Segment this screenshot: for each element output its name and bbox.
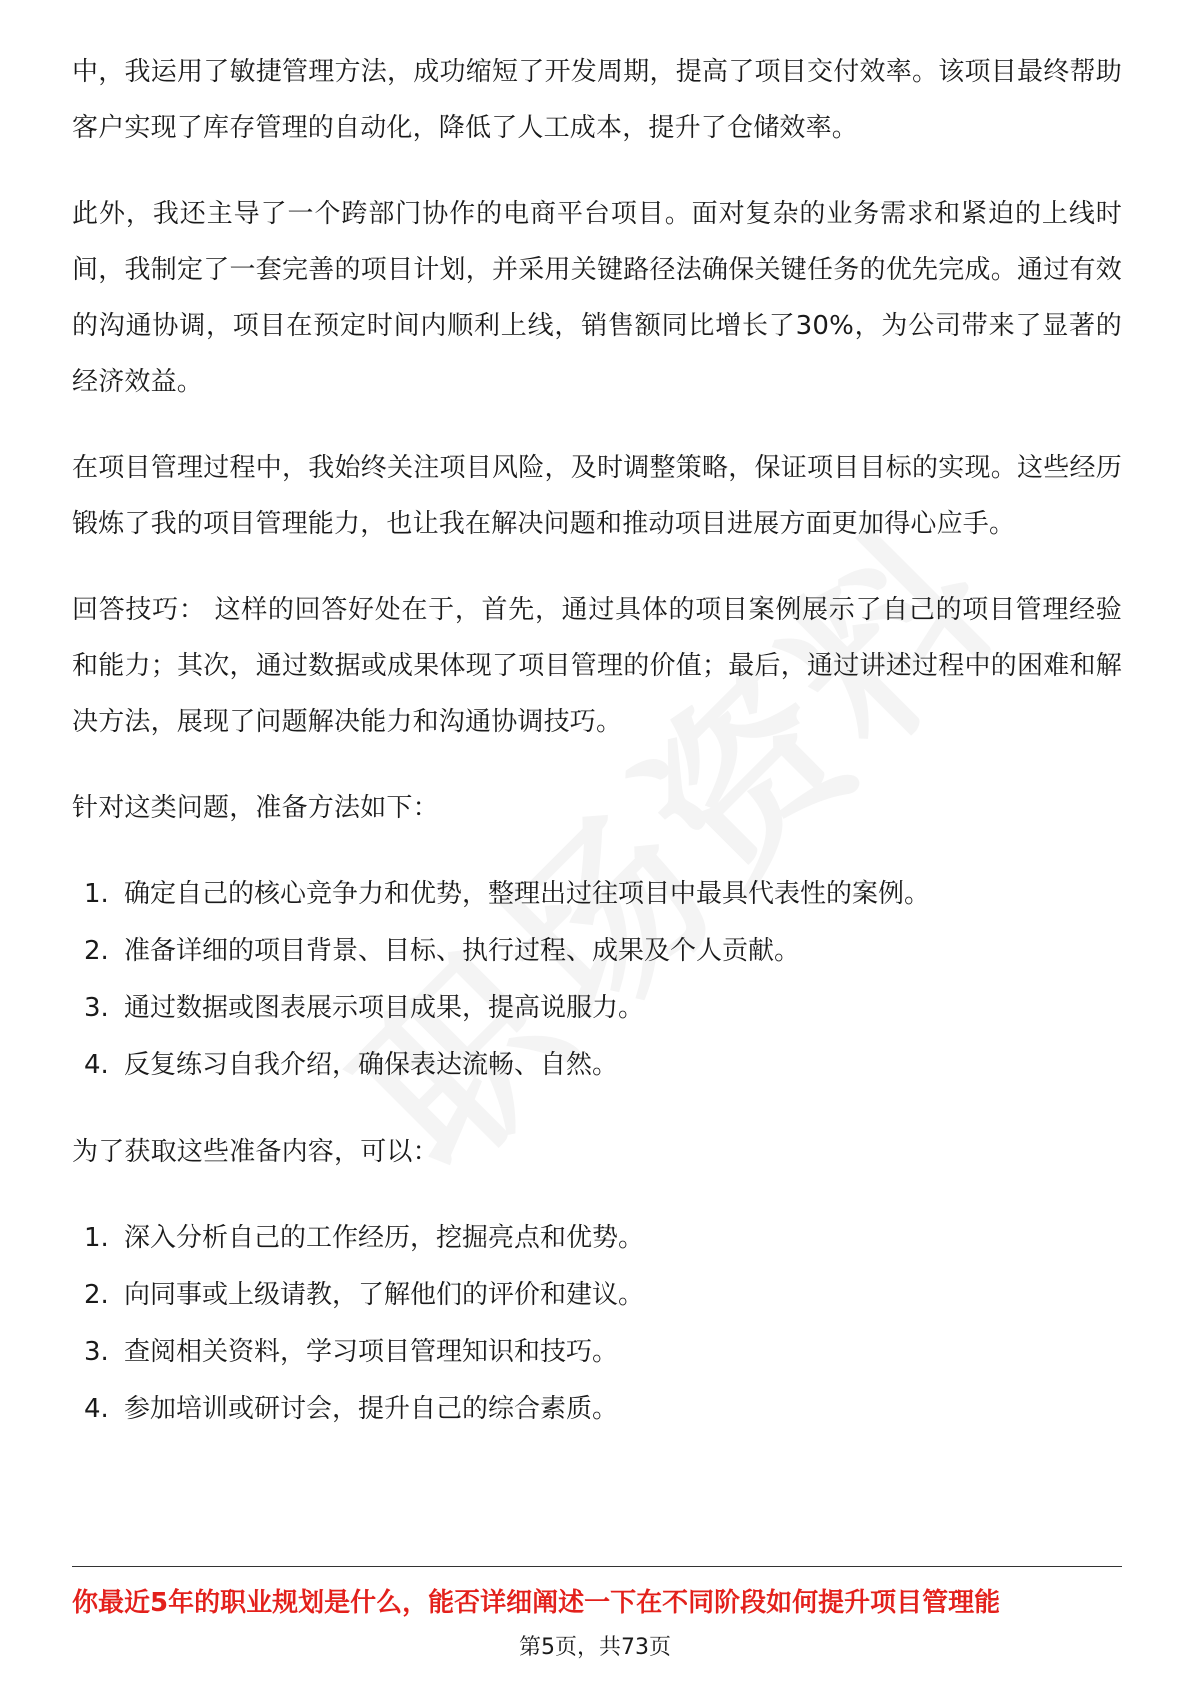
list-text: 查阅相关资料，学习项目管理知识和技巧。 bbox=[124, 1337, 619, 1367]
list-item bbox=[72, 1267, 1122, 1324]
list-number: 3. bbox=[84, 1337, 109, 1367]
paragraph-acquire-intro: 为了获取这些准备内容，可以： bbox=[72, 1137, 439, 1167]
list-text: 深入分析自己的工作经历，挖掘亮点和优势。 bbox=[124, 1223, 645, 1253]
list-item bbox=[72, 1037, 1122, 1094]
list-text: 向同事或上级请教，了解他们的评价和建议。 bbox=[124, 1280, 645, 1310]
paragraph-risk-management: 在项目管理过程中，我始终关注项目风险，及时调整策略，保证项目目标的实现。这些经历锻炼了我的项目管理能力，也让我在解决问题和推动项目进展方面更加得心应手。 bbox=[72, 453, 1122, 539]
list-item bbox=[72, 1381, 1122, 1438]
list-item bbox=[72, 1210, 1122, 1267]
next-question-heading: 你最近5年的职业规划是什么，能否详细阐述一下在不同阶段如何提升项目管理能 bbox=[72, 1588, 1001, 1618]
list-text: 通过数据或图表展示项目成果，提高说服力。 bbox=[124, 993, 645, 1023]
paragraph-prep-intro: 针对这类问题，准备方法如下： bbox=[72, 793, 439, 823]
document-body bbox=[72, 44, 1122, 1468]
list-text: 反复练习自我介绍，确保表达流畅、自然。 bbox=[124, 1050, 619, 1080]
list-number: 2. bbox=[84, 936, 109, 966]
list-text: 准备详细的项目背景、目标、执行过程、成果及个人贡献。 bbox=[124, 936, 801, 966]
list-number: 1. bbox=[84, 879, 109, 909]
list-text: 参加培训或研讨会，提升自己的综合素质。 bbox=[124, 1394, 619, 1424]
list-text: 确定自己的核心竞争力和优势，整理出过往项目中最具代表性的案例。 bbox=[124, 879, 931, 909]
acquire-steps-list bbox=[72, 1210, 1122, 1438]
list-number: 1. bbox=[84, 1223, 109, 1253]
page-number: 第5页，共73页 bbox=[519, 1635, 671, 1660]
paragraph-project-outcome: 中，我运用了敏捷管理方法，成功缩短了开发周期，提高了项目交付效率。该项目最终帮助客户实现了库存管理的自动化，降低了人工成本，提升了仓储效率。 bbox=[72, 57, 1122, 143]
list-number: 4. bbox=[84, 1050, 109, 1080]
list-item bbox=[72, 923, 1122, 980]
paragraph-ecommerce-project: 此外，我还主导了一个跨部门协作的电商平台项目。面对复杂的业务需求和紧迫的上线时间，我制定了一套完善的项目计划，并采用关键路径法确保关键任务的优先完成。通过有效的沟通协调，项目在预定时间内顺利上线，销售额同比增长了30%，为公司带来了显著的经济效益。 bbox=[72, 199, 1122, 397]
list-item bbox=[72, 866, 1122, 923]
list-number: 2. bbox=[84, 1280, 109, 1310]
list-item bbox=[72, 1324, 1122, 1381]
list-number: 4. bbox=[84, 1394, 109, 1424]
prep-steps-list bbox=[72, 866, 1122, 1094]
paragraph-answer-tips: 回答技巧： 这样的回答好处在于，首先，通过具体的项目案例展示了自己的项目管理经验和能力；其次，通过数据或成果体现了项目管理的价值；最后，通过讲述过程中的困难和解决方法，展现了问题解决能力和沟通协调技巧。 bbox=[72, 595, 1123, 737]
list-item bbox=[72, 980, 1122, 1037]
footer-divider bbox=[72, 1566, 1122, 1567]
list-number: 3. bbox=[84, 993, 109, 1023]
